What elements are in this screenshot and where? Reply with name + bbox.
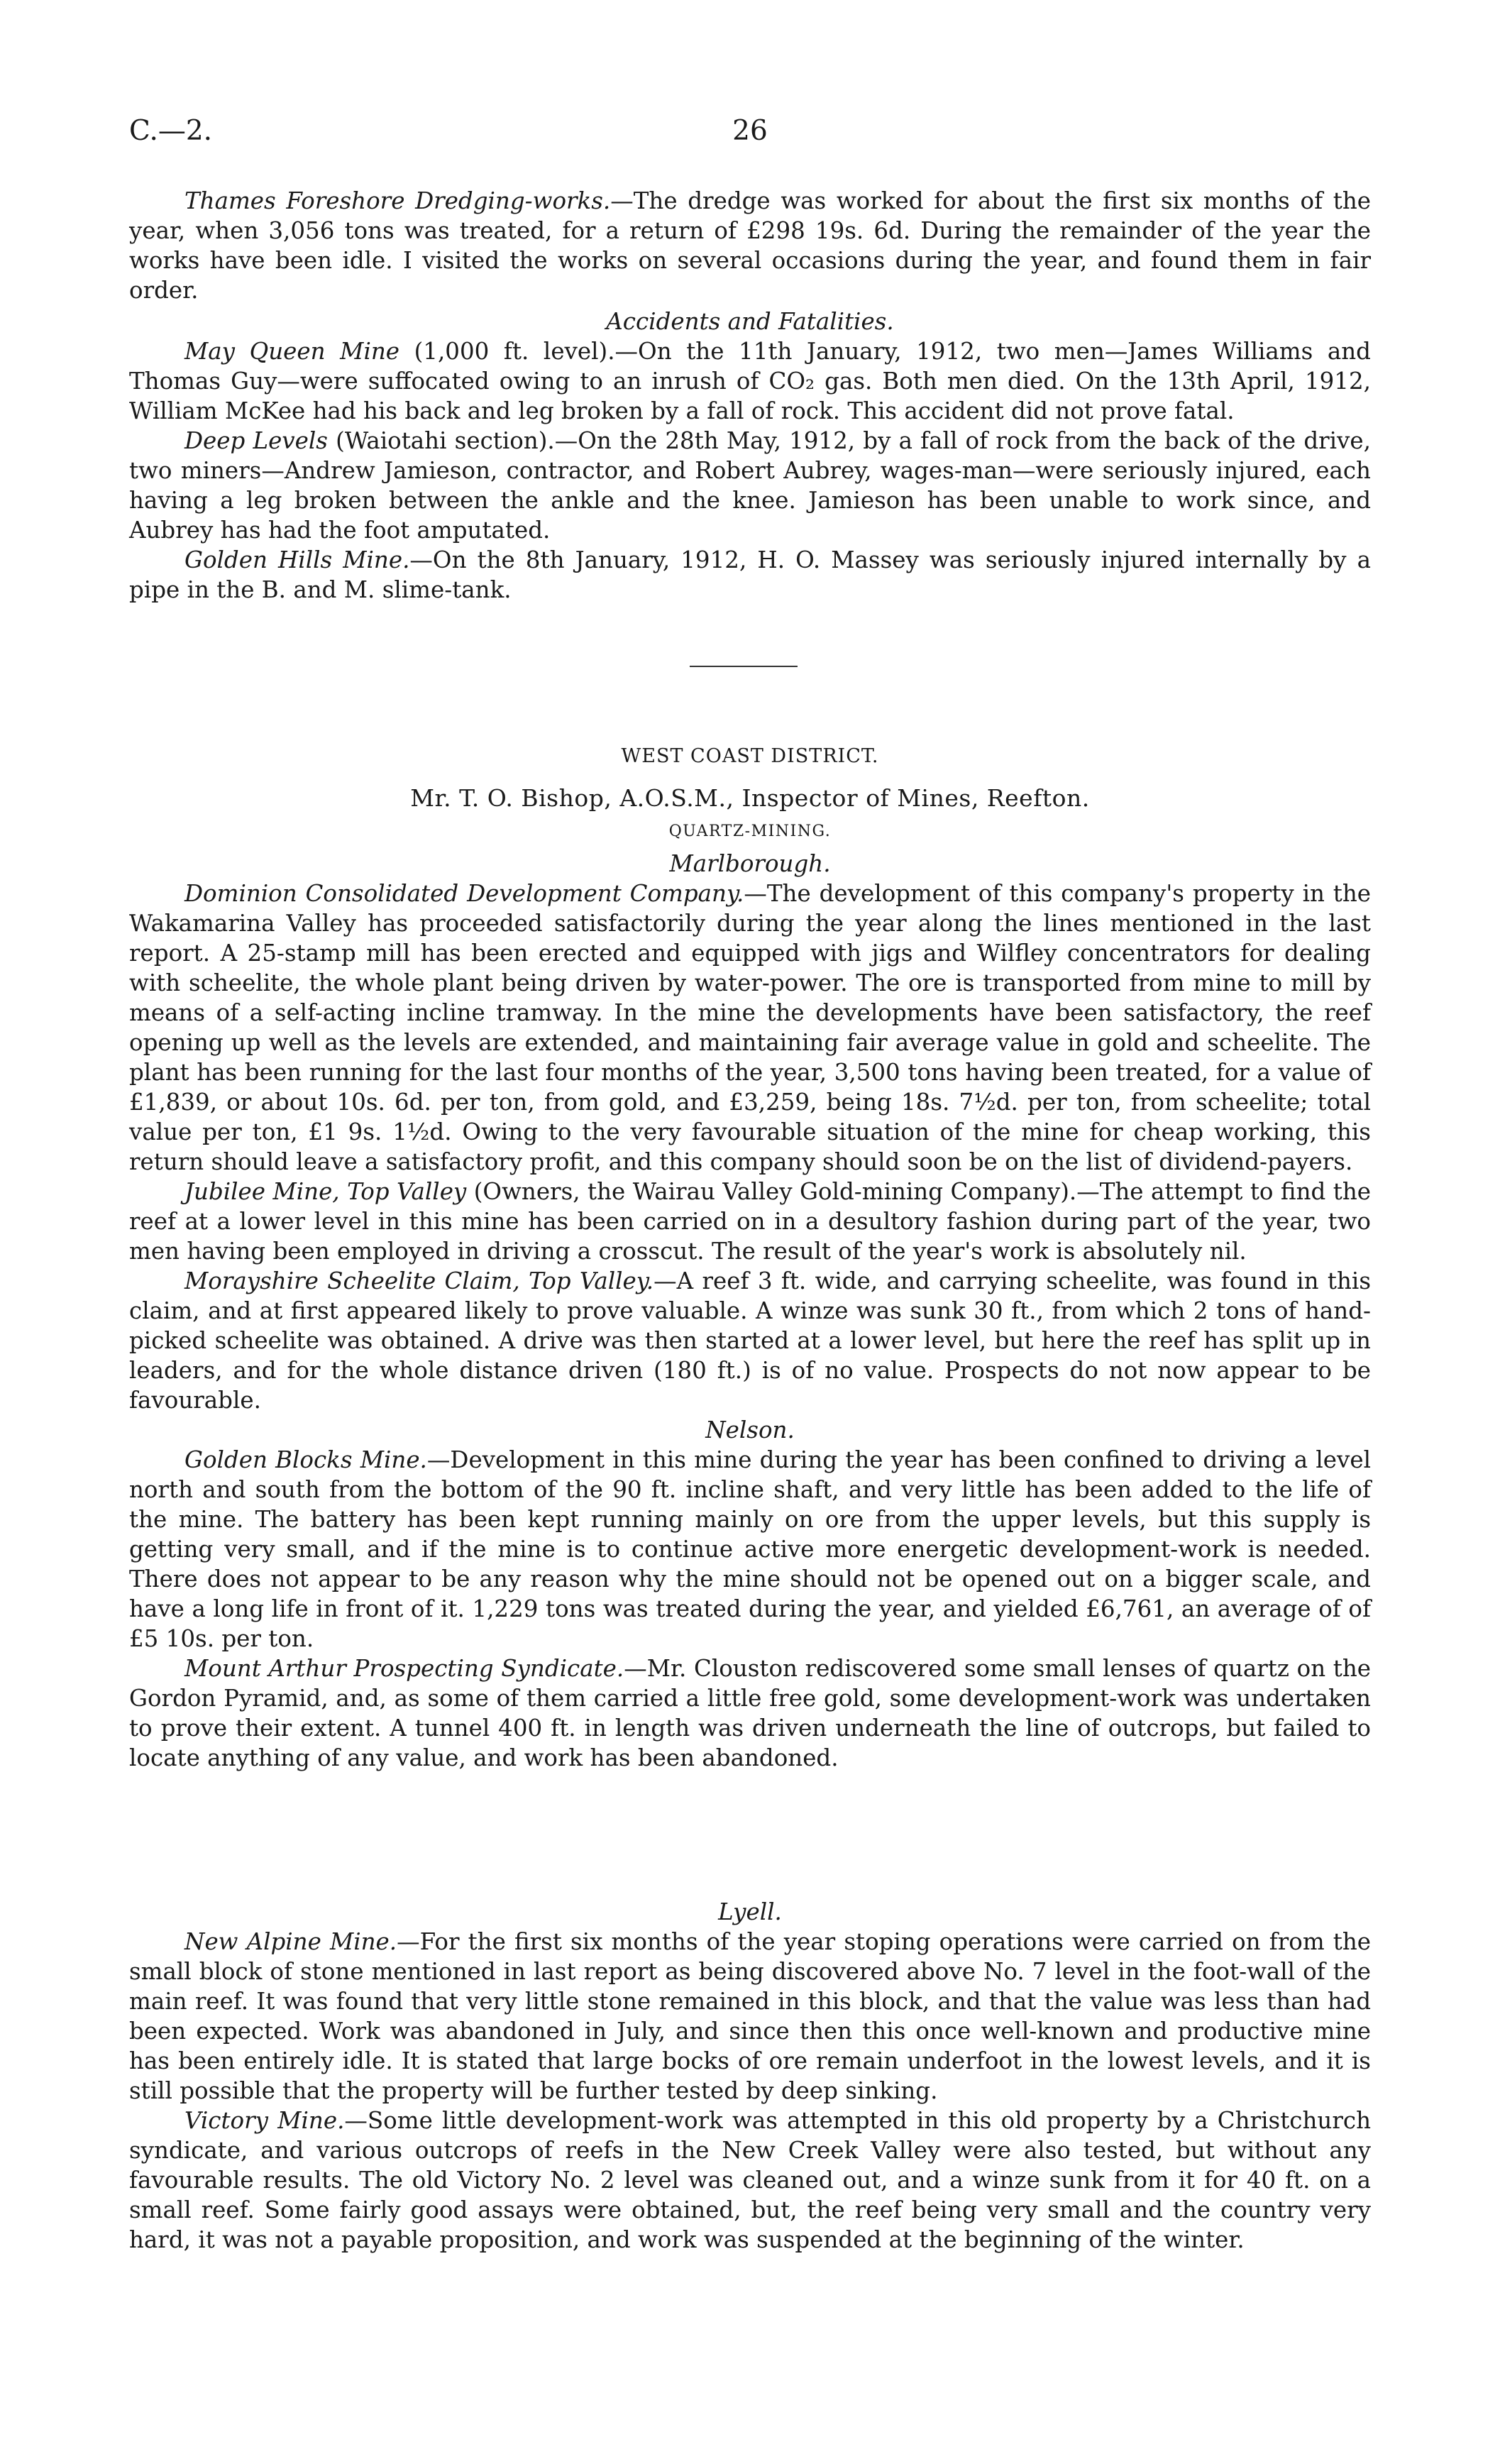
- paragraph-text: (1,000 ft. level).—On the 11th January, 1912, two men—James Williams and Thomas Guy—were suffocated owing to an inrush of CO₂ gas. Both men died. On the 13th April, 1912, William McKee had his back and leg broken by a fall of rock. This accident did not prove fatal.: [129, 338, 1371, 424]
- paragraph-text: —The development of this company's property in the Wakamarina Valley has proceeded satisfactorily during the year along the lines mentioned in the last report. A 25-stamp mill has been erected and equipped with jigs and Wilfley concentrators for dealing with scheelite, the whole plant being driven by water-power. The ore is transported from mine to mill by means of a self-acting incline tramway. In the mine the developments have been satisfactory, the reef opening up well as the levels are extended, and maintaining fair average value in gold and scheelite. The plant has been running for the last four months of the year, 3,500 tons having been treated, for a value of £1,839, or about 10s. 6d. per ton, from gold, and £3,259, being 18s. 7½d. per ton, from scheelite; total value per ton, £1 9s. 1½d. Owing to the very favourable situation of the mine for cheap working, this return should leave a satisfactory profit, and this company should soon be on the list of dividend-payers.: [129, 880, 1371, 1175]
- paragraph-thames: [129, 186, 1371, 305]
- district-headings: [129, 742, 1371, 845]
- paragraph-may-queen: [129, 336, 1371, 426]
- paragraph-text: —Mr. Clouston rediscovered some small lenses of quartz on the Gordon Pyramid, and, as some of them carried a little free gold, some development-work was undertaken to prove their extent. A tunnel 400 ft. in length was driven underneath the line of outcrops, but failed to locate anything of any value, and work has been abandoned.: [129, 1655, 1372, 1771]
- paragraph-text: —A reef 3 ft. wide, and carrying scheelite, was found in this claim, and at first appeared likely to prove valuable. A winze was sunk 30 ft., from which 2 tons of hand-picked scheelite was obtained. A drive was then started at a lower level, but here the reef has split up in leaders, and for the whole distance driven (180 ft.) is of no value. Prospects do not now appear to be favourable.: [129, 1267, 1371, 1414]
- section-marlborough-nelson: [129, 849, 1371, 1773]
- section-lyell: [129, 1897, 1371, 2255]
- paragraph-mount-arthur: [129, 1654, 1371, 1773]
- marlborough-heading: Marlborough.: [669, 850, 831, 877]
- paragraph-golden-hills: [129, 545, 1371, 605]
- paragraph-text: —Some little development-work was attempted in this old property by a Christchurch syndicate, and various outcrops of reefs in the New Creek Valley were also tested, but without any favourable results. The old Victory No. 2 level was cleaned out, and a winze sunk from it for 40 ft. on a small reef. Some fairly good assays were obtained, but, the reef being very small and the country very hard, it was not a payable proposition, and work was suspended at the beginning of the winter.: [129, 2107, 1371, 2253]
- paragraph-text: (Owners, the Wairau Valley Gold-mining Company).—The attempt to find the reef at a lower level in this mine has been carried on in a desultory fashion during part of the year, two men having been employed in driving a crosscut. The result of the year's work is absolutely nil.: [129, 1178, 1372, 1265]
- section-divider: [690, 666, 798, 667]
- paragraph-title: Golden Blocks Mine.: [184, 1446, 427, 1473]
- page-header: [129, 115, 1371, 158]
- district-title: WEST COAST DISTRICT.: [621, 745, 879, 767]
- page-number: 26: [732, 115, 768, 147]
- paragraph-jubilee: [129, 1177, 1371, 1266]
- paragraph-title: Golden Hills Mine.: [184, 546, 410, 573]
- accidents-heading: Accidents and Fatalities.: [606, 308, 894, 335]
- paragraph-text: —The dredge was worked for about the first six months of the year, when 3,056 tons was treated, for a return of £298 19s. 6d. During the remainder of the year the works have been idle. I visited the works on several occasions during the year, and found them in fair order.: [129, 187, 1371, 304]
- document-reference: C.—2.: [129, 115, 213, 147]
- paragraph-dominion: [129, 879, 1371, 1177]
- nelson-heading: Nelson.: [705, 1417, 795, 1443]
- paragraph-new-alpine: [129, 1927, 1371, 2106]
- paragraph-title: May Queen Mine: [184, 338, 400, 365]
- paragraph-title: Deep Levels: [184, 427, 328, 454]
- paragraph-golden-blocks: [129, 1445, 1371, 1654]
- paragraph-morayshire: [129, 1266, 1371, 1415]
- quartz-mining-heading: QUARTZ-MINING.: [668, 823, 832, 840]
- paragraph-title: Thames Foreshore Dredging-works.: [184, 187, 611, 214]
- inspector-line: Mr. T. O. Bishop, A.O.S.M., Inspector of Mines, Reefton.: [410, 784, 1090, 812]
- paragraph-title: Mount Arthur Prospecting Syndicate.: [184, 1655, 624, 1682]
- paragraph-deep-levels: [129, 426, 1371, 545]
- paragraph-text: (Waiotahi section).—On the 28th May, 1912, by a fall of rock from the back of the drive, two miners—Andrew Jamieson, contractor, and Robert Aubrey, wages-man—were seriously injured, each having a leg broken between the ankle and the knee. Jamieson has been unable to work since, and Aubrey has had the foot amputated.: [129, 427, 1371, 544]
- section-thames-accidents: [129, 186, 1371, 605]
- paragraph-text: —For the first six months of the year stoping operations were carried on from the small block of stone mentioned in last report as being discovered above No. 7 level in the foot-wall of the main reef. It was found that very little stone remained in this block, and that the value was less than had been expected. Work was abandoned in July, and since then this once well-known and productive mine has been entirely idle. It is stated that large bocks of ore remain underfoot in the lowest levels, and it is still possible that the property will be further tested by deep sinking.: [129, 1928, 1371, 2104]
- paragraph-victory: [129, 2106, 1371, 2255]
- paragraph-text: —On the 8th January, 1912, H. O. Massey was seriously injured internally by a pipe in the B. and M. slime-tank.: [129, 546, 1371, 603]
- paragraph-title: Morayshire Scheelite Claim, Top Valley.: [184, 1267, 654, 1294]
- paragraph-title: Victory Mine.: [184, 2107, 345, 2134]
- lyell-heading: Lyell.: [718, 1898, 782, 1925]
- paragraph-text: —Development in this mine during the year has been confined to driving a level north and south from the bottom of the 90 ft. incline shaft, and very little has been added to the life of the mine. The battery has been kept running mainly on ore from the upper levels, but this supply is getting very small, and if the mine is to continue active more energetic development-work is needed. There does not appear to be any reason why the mine should not be opened out on a bigger scale, and have a long life in front of it. 1,229 tons was treated during the year, and yielded £6,761, an average of of £5 10s. per ton.: [129, 1446, 1371, 1652]
- paragraph-title: Jubilee Mine, Top Valley: [184, 1178, 467, 1205]
- paragraph-title: Dominion Consolidated Development Company.: [184, 880, 744, 907]
- paragraph-title: New Alpine Mine.: [184, 1928, 397, 1955]
